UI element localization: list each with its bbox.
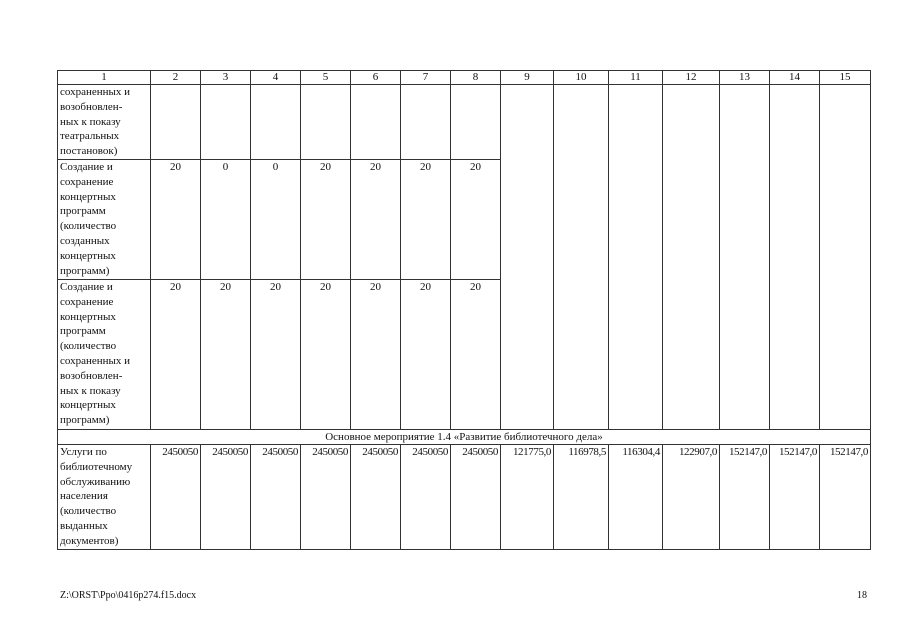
table-cell (301, 85, 351, 160)
header-cell: 2 (151, 71, 201, 85)
value-cell: 20 (301, 280, 351, 430)
table-cell (351, 85, 401, 160)
value-cell: 0 (201, 160, 251, 280)
indicator-label: Создание и сохранение концертных программ (количество сохраненных и возобновлен- ных к показу концертных программ) (58, 280, 151, 430)
value-cell: 20 (451, 160, 501, 280)
header-cell: 9 (501, 71, 554, 85)
value-cell: 0 (251, 160, 301, 280)
merged-cell (720, 85, 770, 430)
finance-cell: 122907,0 (663, 445, 720, 550)
finance-cell: 121775,0 (501, 445, 554, 550)
header-cell: 13 (720, 71, 770, 85)
value-cell: 2450050 (451, 445, 501, 550)
page-number: 18 (857, 590, 867, 601)
finance-cell: 152147,0 (820, 445, 871, 550)
merged-cell (820, 85, 871, 430)
header-cell: 15 (820, 71, 871, 85)
value-cell: 20 (401, 160, 451, 280)
value-cell: 2450050 (351, 445, 401, 550)
value-cell: 20 (351, 160, 401, 280)
value-cell: 2450050 (201, 445, 251, 550)
value-cell: 20 (451, 280, 501, 430)
table-cell (451, 85, 501, 160)
header-cell: 4 (251, 71, 301, 85)
data-table (57, 70, 871, 550)
header-cell: 3 (201, 71, 251, 85)
finance-cell: 116978,5 (554, 445, 609, 550)
header-cell: 10 (554, 71, 609, 85)
table-cell (201, 85, 251, 160)
value-cell: 20 (151, 280, 201, 430)
merged-cell (501, 85, 554, 430)
section-row (58, 430, 871, 445)
value-cell: 20 (151, 160, 201, 280)
indicator-label: сохраненных и возобновлен- ных к показу театральных постановок) (58, 85, 151, 160)
value-cell: 20 (351, 280, 401, 430)
table-row (58, 445, 871, 550)
table-cell (401, 85, 451, 160)
header-cell: 5 (301, 71, 351, 85)
finance-cell: 152147,0 (770, 445, 820, 550)
value-cell: 20 (301, 160, 351, 280)
value-cell: 2450050 (401, 445, 451, 550)
header-cell: 7 (401, 71, 451, 85)
value-cell: 2450050 (151, 445, 201, 550)
header-cell: 1 (58, 71, 151, 85)
indicator-label: Услуги по библиотечному обслуживанию населения (количество выданных документов) (58, 445, 151, 550)
value-cell: 20 (201, 280, 251, 430)
finance-cell: 152147,0 (720, 445, 770, 550)
table-row (58, 85, 871, 160)
merged-cell (609, 85, 663, 430)
finance-cell: 116304,4 (609, 445, 663, 550)
value-cell: 20 (401, 280, 451, 430)
header-cell: 11 (609, 71, 663, 85)
merged-cell (770, 85, 820, 430)
section-title: Основное мероприятие 1.4 «Развитие библиотечного дела» (58, 430, 871, 445)
indicator-label: Создание и сохранение концертных программ (количество созданных концертных программ) (58, 160, 151, 280)
value-cell: 2450050 (301, 445, 351, 550)
merged-cell (663, 85, 720, 430)
footer-file-path: Z:\ORST\Ppo\0416p274.f15.docx (60, 590, 197, 601)
header-cell: 8 (451, 71, 501, 85)
header-cell: 14 (770, 71, 820, 85)
value-cell: 20 (251, 280, 301, 430)
value-cell: 2450050 (251, 445, 301, 550)
header-cell: 12 (663, 71, 720, 85)
header-cell: 6 (351, 71, 401, 85)
table-header-row (58, 71, 871, 85)
merged-cell (554, 85, 609, 430)
table-cell (251, 85, 301, 160)
table-cell (151, 85, 201, 160)
